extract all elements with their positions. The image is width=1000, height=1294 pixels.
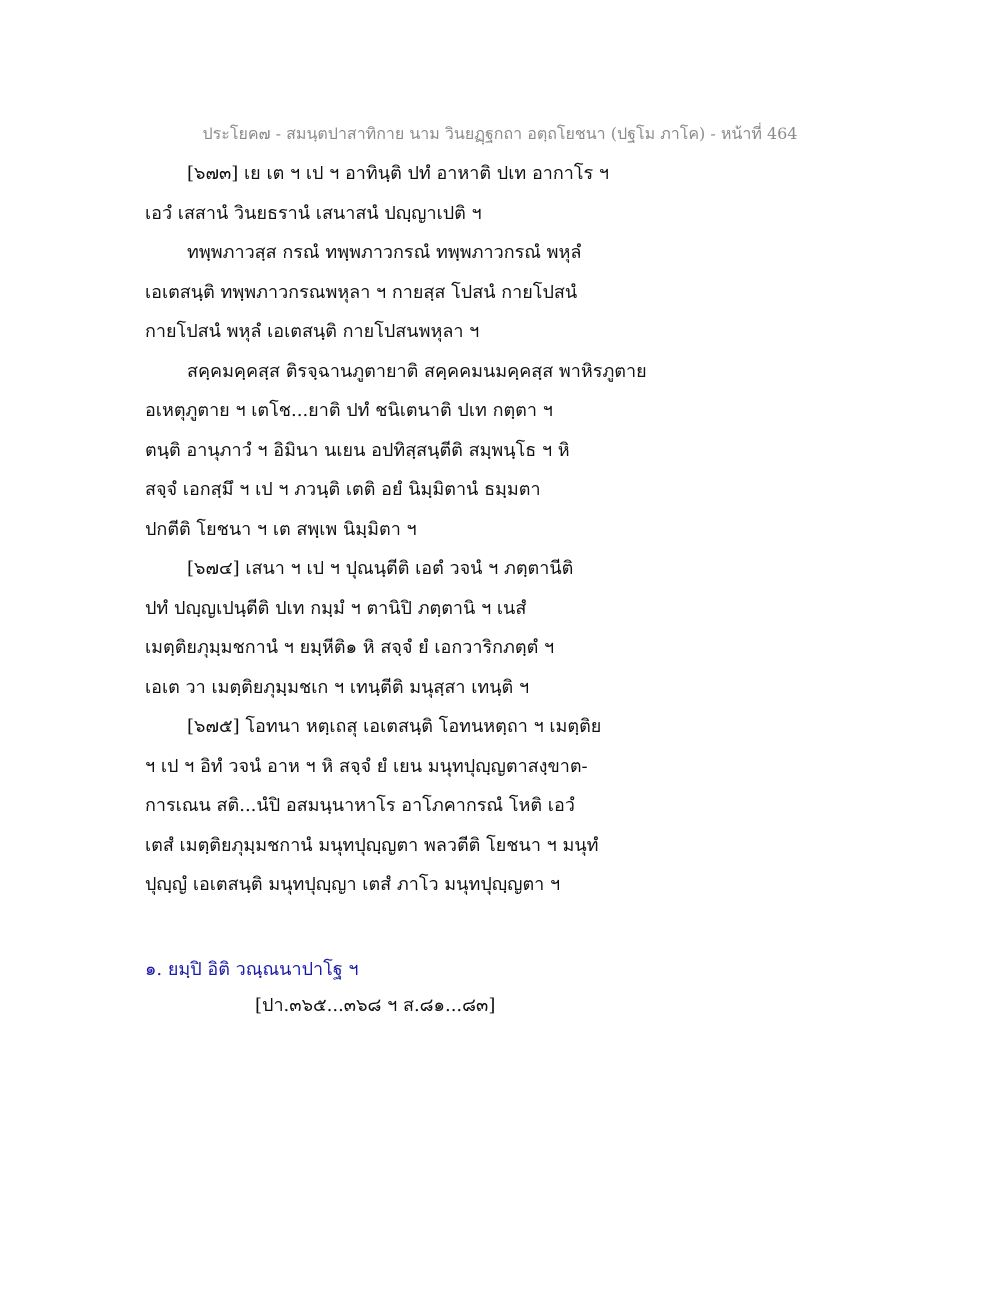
- text-line: สจฺจํ เอกสฺมึ ฯ เป ฯ ภวนฺติ เตติ อยํ นิมฺมิตานํ ธมฺมตา: [145, 479, 541, 500]
- text-line: การเณน สติ...นํปิ อสมนฺนาหาโร อาโภคากรณํ โหติ เอวํ: [145, 795, 575, 816]
- footnote: ๑. ยมฺปิ อิติ วณฺณนาปาโฐ ฯ: [145, 959, 359, 980]
- text-line: เมตฺติยภุมฺมชกานํ ฯ ยมฺหีติ๑ หิ สจฺจํ ยํ เอกวาริกภตฺตํ ฯ: [145, 637, 555, 658]
- text-line: อเหตุภูตาย ฯ เตโช...ยาติ ปทํ ชนิเตนาติ ปเท กตฺตา ฯ: [145, 400, 553, 421]
- text-line: [๖๗๕] โอทนา หตฺเถสุ เอเตสนฺติ โอทนหตฺถา ฯ เมตฺติย: [187, 716, 602, 737]
- text-line: เอเต วา เมตฺติยภุมฺมชเก ฯ เทนฺตีติ มนุสฺสา เทนฺติ ฯ: [145, 676, 530, 698]
- text-line: [๖๗๓] เย เต ฯ เป ฯ อาทินฺติ ปทํ อาหาติ ปเท อากาโร ฯ: [187, 163, 610, 184]
- text-line: ปทํ ปญฺญเปนฺตีติ ปเท กมฺมํ ฯ ตานิปิ ภตฺตานิ ฯ เนสํ: [145, 597, 527, 619]
- text-line: สคฺคมคฺคสฺส ติรจฺฉานภูตายาติ สคฺคคมนมคฺคสฺส พาหิรภูตาย: [187, 360, 647, 382]
- page-header: ประโยค๗ - สมนฺตปาสาทิกาย นาม วินยฏฺฐกถา อตฺถโยชนา (ปฐโม ภาโค) - หน้าที่ 464: [202, 124, 798, 143]
- text-line: ปุญฺญํ เอเตสนฺติ มนุทปุญฺญา เตสํ ภาโว มนุทปุญฺญตา ฯ: [145, 874, 561, 895]
- text-line: ปกตีติ โยชนา ฯ เต สพฺเพ นิมฺมิตา ฯ: [145, 518, 417, 540]
- text-line: เอเตสนฺติ ทพฺพภาวกรณพหุลา ฯ กายสฺส โปสนํ กายโปสนํ: [145, 281, 578, 303]
- text-line: ทพฺพภาวสฺส กรณํ ทพฺพภาวกรณํ ทพฺพภาวกรณํ พหุลํ: [187, 242, 582, 263]
- text-line: ตนฺติ อานุภาวํ ฯ อิมินา นเยน อปทิสฺสนฺตีติ สมฺพนฺโธ ฯ หิ: [145, 439, 570, 461]
- text-line: เอวํ เสสานํ วินยธรานํ เสนาสนํ ปญฺญาเปติ ฯ: [145, 202, 482, 224]
- text-line: [๖๗๔] เสนา ฯ เป ฯ ปุณนฺตีติ เอตํ วจนํ ฯ ภตฺตานีติ: [187, 558, 574, 579]
- text-line: ฯ เป ฯ อิทํ วจนํ อาห ฯ หิ สจฺจํ ยํ เยน มนุทปุญฺญตาสงฺขาต-: [145, 755, 588, 777]
- body-text: [145, 158, 845, 909]
- text-line: เตสํ เมตฺติยภุมฺมชกานํ มนุทปุญฺญตา พลวตีติ โยชนา ฯ มนุทํ: [145, 834, 599, 856]
- reference-citation: [ปา.๓๖๕...๓๖๘ ฯ ส.๘๑...๘๓]: [255, 995, 496, 1016]
- text-line: กายโปสนํ พหุลํ เอเตสนฺติ กายโปสนพหุลา ฯ: [145, 321, 480, 342]
